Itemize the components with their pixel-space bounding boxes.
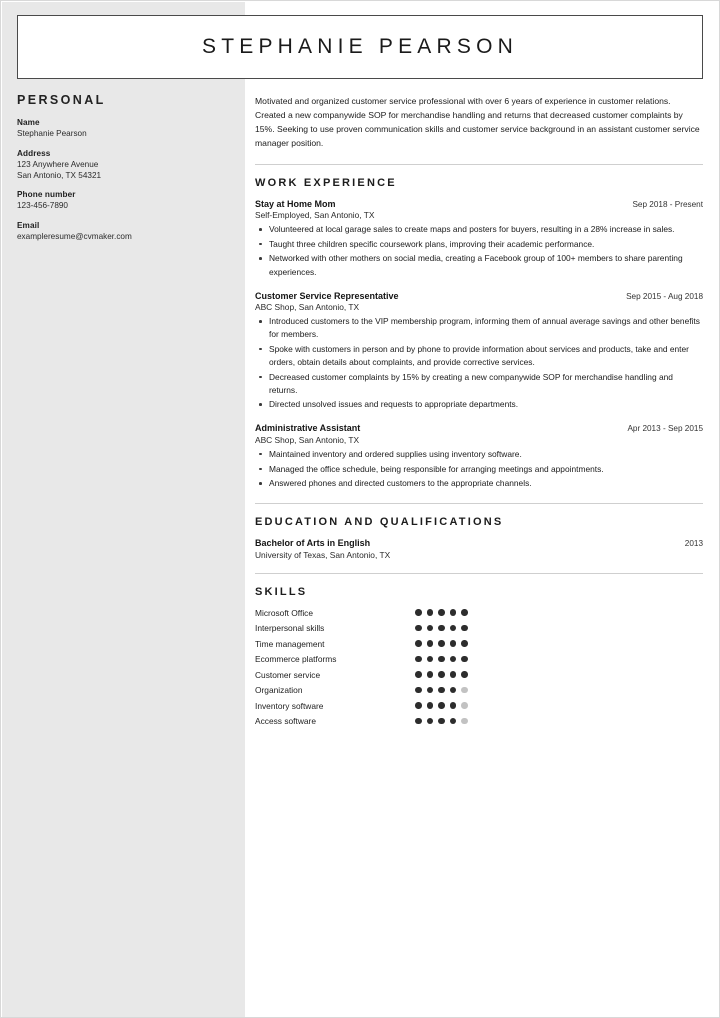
skill-rating: [415, 609, 468, 616]
job-entry: [255, 423, 703, 490]
skill-dot-filled: [415, 625, 422, 632]
skill-dot-filled: [427, 687, 434, 694]
job-bullet: Taught three children specific coursework plans, improving their academic performance.: [268, 238, 703, 251]
skill-rating: [415, 671, 468, 678]
skill-dot-filled: [415, 671, 422, 678]
skill-dot-filled: [415, 687, 422, 694]
skill-dot-filled: [450, 625, 457, 632]
skill-dot-filled: [415, 609, 422, 616]
skill-dot-filled: [438, 671, 445, 678]
sidebar-heading: PERSONAL: [17, 93, 106, 107]
personal-field: [17, 190, 219, 212]
skill-dot-filled: [415, 702, 422, 709]
education-date: 2013: [684, 539, 703, 549]
work-experience-list: [255, 199, 703, 491]
personal-field: [17, 221, 219, 243]
education-school: University of Texas, San Antonio, TX: [255, 549, 391, 560]
skill-dot-filled: [450, 687, 457, 694]
skill-dot-filled: [450, 609, 457, 616]
skill-rating: [415, 625, 468, 632]
skill-name: Customer service: [255, 669, 321, 680]
sidebar-fields: [17, 118, 219, 243]
education-list: [255, 538, 703, 560]
skill-dot-filled: [461, 609, 468, 616]
education-entry: [255, 538, 703, 560]
job-header: [255, 199, 703, 209]
job-title: Stay at Home Mom: [255, 198, 336, 209]
skill-dot-filled: [438, 687, 445, 694]
work-experience-title: WORK EXPERIENCE: [255, 176, 397, 189]
skills-list: [255, 608, 703, 727]
personal-field: [17, 118, 219, 140]
resume-content: [1, 1, 719, 732]
skill-row: [255, 654, 703, 664]
job-title: Administrative Assistant: [255, 423, 361, 434]
skill-row: [255, 608, 703, 618]
skill-dot-filled: [450, 656, 457, 663]
personal-field-value: Stephanie Pearson: [17, 129, 87, 138]
skills-title: SKILLS: [255, 585, 308, 598]
personal-field-value: 123 Anywhere Avenue San Antonio, TX 54321: [17, 159, 102, 180]
divider: [255, 164, 703, 165]
job-date: Sep 2015 - Aug 2018: [626, 291, 703, 301]
skill-dot-filled: [450, 702, 457, 709]
skill-name: Time management: [255, 638, 325, 649]
skill-dot-empty: [461, 718, 468, 725]
skill-row: [255, 716, 703, 726]
personal-field-label: Email: [17, 221, 40, 231]
skill-dot-filled: [427, 702, 434, 709]
skill-dot-filled: [461, 625, 468, 632]
skill-rating: [415, 640, 468, 647]
job-bullet-list: [255, 448, 703, 490]
job-entry: [255, 291, 703, 412]
skill-name: Interpersonal skills: [255, 623, 325, 634]
skill-row: [255, 623, 703, 633]
job-bullet: Introduced customers to the VIP membership program, informing them of annual average savings and other benefits for members.: [268, 315, 703, 341]
sidebar-column: [17, 93, 229, 732]
education-degree: Bachelor of Arts in English: [255, 538, 371, 549]
skill-name: Microsoft Office: [255, 607, 314, 618]
skill-name: Organization: [255, 685, 303, 696]
personal-field-label: Phone number: [17, 190, 76, 200]
personal-field-label: Address: [17, 148, 51, 158]
skill-row: [255, 685, 703, 695]
divider: [255, 573, 703, 574]
skill-dot-filled: [415, 656, 422, 663]
skill-dot-filled: [438, 609, 445, 616]
skill-dot-filled: [415, 718, 422, 725]
skill-dot-filled: [427, 718, 434, 725]
skill-row: [255, 701, 703, 711]
skill-row: [255, 639, 703, 649]
job-bullet: Decreased customer complaints by 15% by creating a new companywide SOP for merchandise handling and returns.: [268, 371, 703, 397]
skill-dot-filled: [438, 625, 445, 632]
skill-dot-empty: [461, 702, 468, 709]
job-bullet: Directed unsolved issues and requests to appropriate departments.: [268, 398, 703, 411]
skill-dot-filled: [438, 718, 445, 725]
skill-dot-filled: [461, 640, 468, 647]
skill-dot-filled: [450, 718, 457, 725]
education-title: EDUCATION AND QUALIFICATIONS: [255, 516, 504, 529]
skill-dot-filled: [461, 656, 468, 663]
personal-field-value: exampleresume@cvmaker.com: [17, 232, 132, 242]
job-bullet: Spoke with customers in person and by phone to provide information about services and products, take and enter orders, obtain details about complaints, and provide corrective services.: [268, 343, 703, 369]
skill-dot-filled: [450, 640, 457, 647]
job-date: Apr 2013 - Sep 2015: [627, 424, 703, 434]
job-header: [255, 423, 703, 433]
job-bullet: Answered phones and directed customers to the appropriate channels.: [268, 477, 703, 490]
job-bullet: Managed the office schedule, being responsible for arranging meetings and appointments.: [268, 463, 703, 476]
profile-summary: Motivated and organized customer service professional with over 6 years of experience in customer relations. Created a new companywide SOP for merchandise handling and returns that decreased customer complaints by 15%. Seeking to use proven communication skills and customer service background in an assistant customer service manager position.: [255, 96, 700, 148]
personal-field: [17, 149, 219, 182]
skill-dot-filled: [427, 671, 434, 678]
name-header-box: [17, 15, 703, 79]
job-header: [255, 291, 703, 301]
job-bullet: Maintained inventory and ordered supplies using inventory software.: [268, 448, 703, 461]
education-header: [255, 538, 703, 548]
skill-rating: [415, 702, 468, 709]
skill-row: [255, 670, 703, 680]
job-title: Customer Service Representative: [255, 290, 399, 301]
job-bullet-list: [255, 223, 703, 278]
skill-dot-filled: [450, 671, 457, 678]
main-column: [229, 93, 703, 732]
skill-name: Inventory software: [255, 700, 324, 711]
skill-rating: [415, 687, 468, 694]
skill-name: Ecommerce platforms: [255, 654, 337, 665]
skill-dot-filled: [438, 702, 445, 709]
job-bullet: Volunteered at local garage sales to create maps and posters for buyers, resulting in a 28% increase in sales.: [268, 223, 703, 236]
job-date: Sep 2018 - Present: [632, 199, 703, 209]
skill-dot-filled: [427, 656, 434, 663]
skill-name: Access software: [255, 716, 316, 727]
skill-dot-filled: [427, 609, 434, 616]
job-bullet: Networked with other mothers on social media, creating a Facebook group of 100+ members to share parenting experiences.: [268, 252, 703, 278]
personal-field-value: 123-456-7890: [17, 201, 68, 211]
skill-dot-filled: [438, 656, 445, 663]
personal-field-label: Name: [17, 118, 40, 127]
skill-dot-filled: [427, 625, 434, 632]
page-title: STEPHANIE PEARSON: [202, 35, 518, 58]
skill-dot-filled: [415, 640, 422, 647]
skill-rating: [415, 718, 468, 725]
skill-dot-filled: [461, 671, 468, 678]
job-entry: [255, 199, 703, 279]
skill-rating: [415, 656, 468, 663]
two-column-body: [17, 93, 703, 732]
skill-dot-filled: [438, 640, 445, 647]
divider: [255, 503, 703, 504]
skill-dot-empty: [461, 687, 468, 694]
job-bullet-list: [255, 315, 703, 411]
skill-dot-filled: [427, 640, 434, 647]
job-company: ABC Shop, San Antonio, TX: [255, 434, 360, 445]
job-company: ABC Shop, San Antonio, TX: [255, 302, 360, 313]
job-company: Self-Employed, San Antonio, TX: [255, 210, 375, 221]
